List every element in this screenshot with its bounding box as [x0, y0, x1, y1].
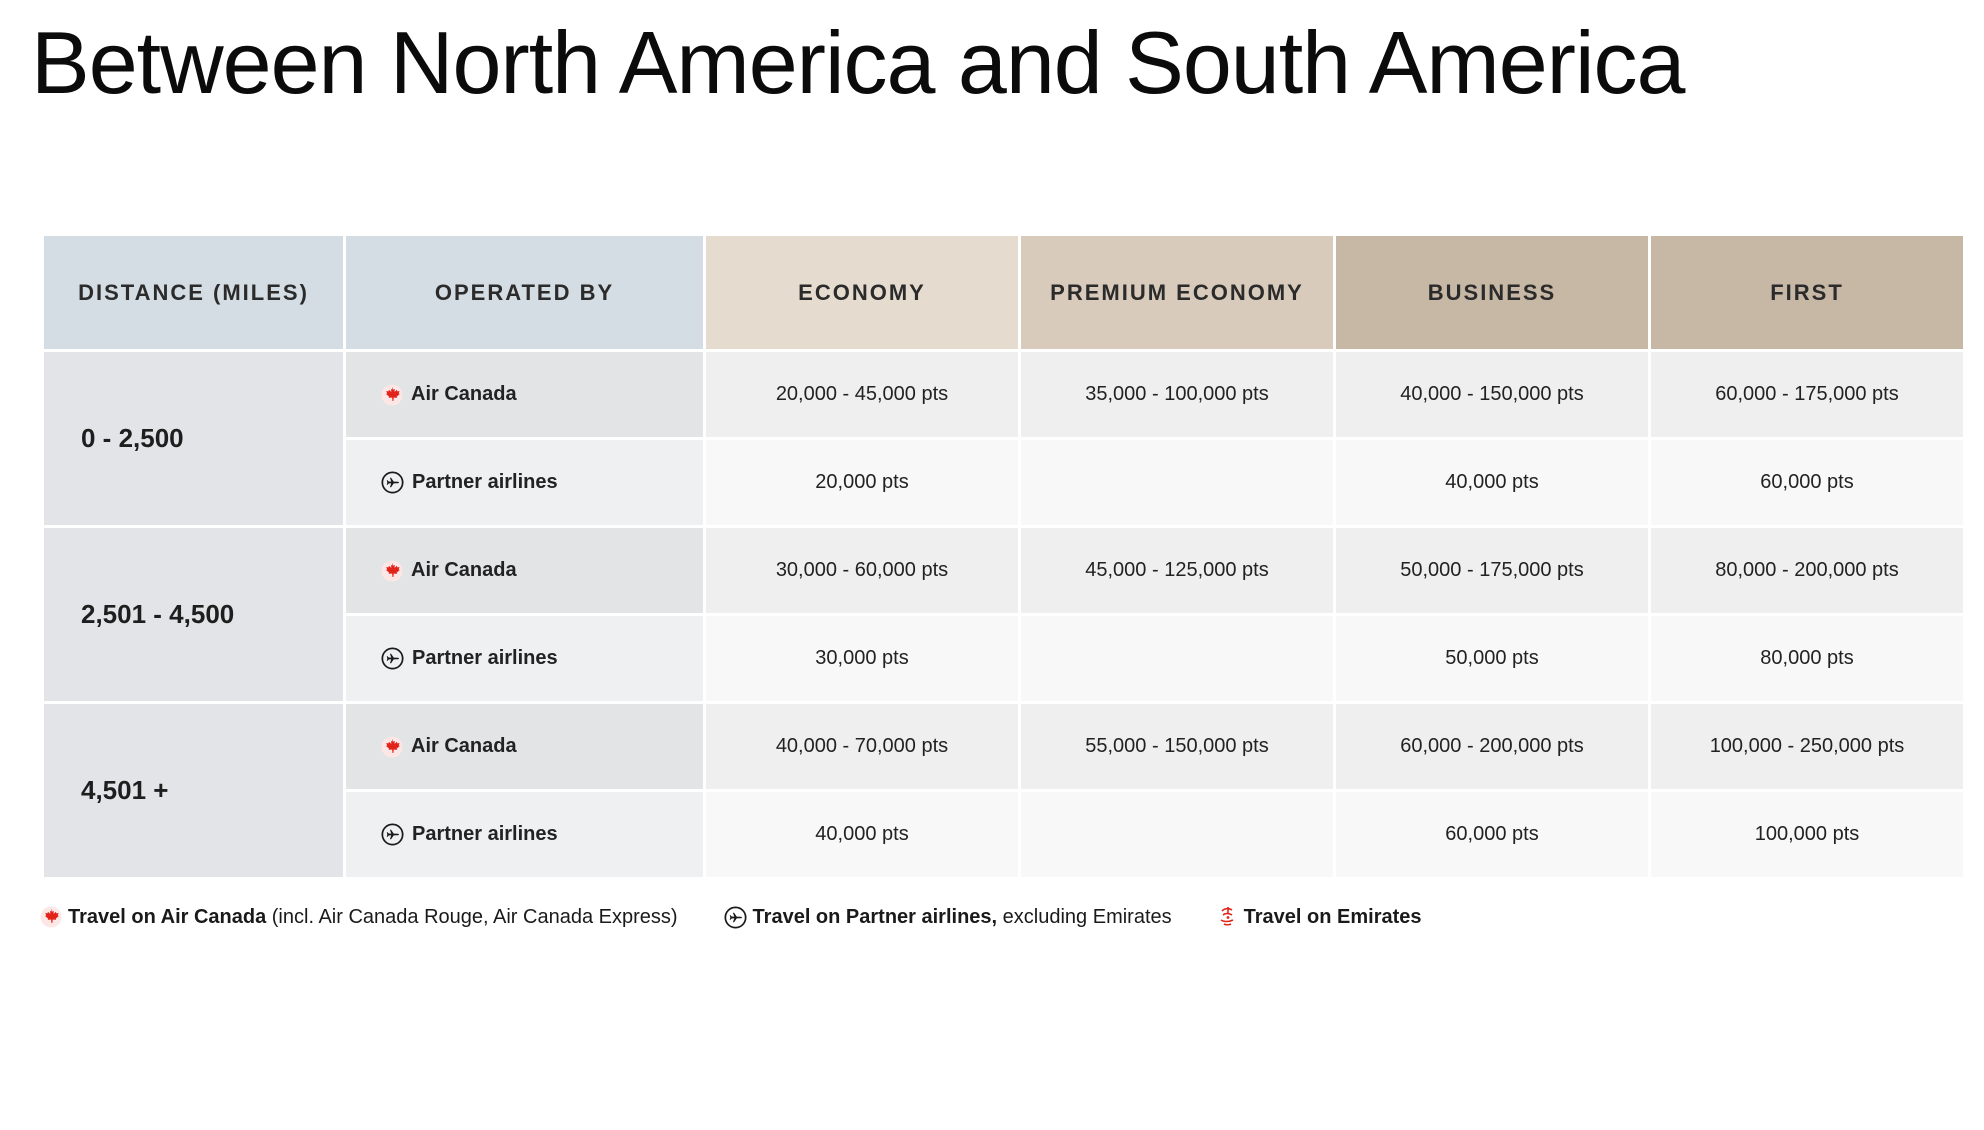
operator-air-canada [346, 352, 703, 437]
premium-economy-price [1021, 792, 1333, 877]
premium-economy-price [1021, 616, 1333, 701]
economy-price: 20,000 pts [706, 440, 1018, 525]
header-business: BUSINESS [1336, 236, 1648, 349]
economy-price: 30,000 - 60,000 pts [706, 528, 1018, 613]
business-price: 40,000 pts [1336, 440, 1648, 525]
first-price: 60,000 pts [1651, 440, 1963, 525]
business-price: 50,000 - 175,000 pts [1336, 528, 1648, 613]
business-price: 60,000 - 200,000 pts [1336, 704, 1648, 789]
legend-air-canada [40, 906, 678, 929]
premium-economy-price: 35,000 - 100,000 pts [1021, 352, 1333, 437]
first-price: 80,000 - 200,000 pts [1651, 528, 1963, 613]
header-distance: DISTANCE (MILES) [44, 236, 343, 349]
operator-partner-airlines [346, 440, 703, 525]
legend-partner-note: excluding Emirates [997, 905, 1172, 928]
legend-partner-bold: Travel on Partner airlines, [752, 905, 998, 928]
header-economy: ECONOMY [706, 236, 1018, 349]
legend-partner [724, 906, 1172, 929]
operator-label: Air Canada [411, 559, 517, 581]
economy-price: 30,000 pts [706, 616, 1018, 701]
legend-emirates-bold: Travel on Emirates [1243, 905, 1422, 928]
legend-emirates [1218, 905, 1422, 929]
maple-leaf-icon [40, 906, 62, 928]
maple-leaf-icon [381, 560, 403, 582]
header-operated-by: OPERATED BY [346, 236, 703, 349]
premium-economy-price: 55,000 - 150,000 pts [1021, 704, 1333, 789]
economy-price: 40,000 pts [706, 792, 1018, 877]
first-price: 100,000 pts [1651, 792, 1963, 877]
operator-partner-airlines [346, 616, 703, 701]
operator-label: Partner airlines [412, 647, 558, 669]
business-price: 60,000 pts [1336, 792, 1648, 877]
plane-circle-icon [381, 823, 404, 846]
header-first: FIRST [1651, 236, 1963, 349]
operator-air-canada [346, 528, 703, 613]
premium-economy-price: 45,000 - 125,000 pts [1021, 528, 1333, 613]
operator-label: Partner airlines [412, 823, 558, 845]
operator-label: Air Canada [411, 383, 517, 405]
maple-leaf-icon [381, 384, 403, 406]
plane-circle-icon [381, 471, 404, 494]
business-price: 50,000 pts [1336, 616, 1648, 701]
distance-band-cell: 0 - 2,500 [44, 352, 343, 525]
distance-band-cell: 2,501 - 4,500 [44, 528, 343, 701]
operator-air-canada [346, 704, 703, 789]
plane-circle-icon [724, 906, 747, 929]
business-price: 40,000 - 150,000 pts [1336, 352, 1648, 437]
maple-leaf-icon [381, 736, 403, 758]
plane-circle-icon [381, 647, 404, 670]
legend-air-canada-note: (incl. Air Canada Rouge, Air Canada Express) [266, 905, 678, 928]
page-title: Between North America and South America [31, 13, 1685, 112]
premium-economy-price [1021, 440, 1333, 525]
header-premium-economy: PREMIUM ECONOMY [1021, 236, 1333, 349]
distance-band-cell: 4,501 + [44, 704, 343, 877]
award-chart-table [44, 236, 1963, 877]
economy-price: 20,000 - 45,000 pts [706, 352, 1018, 437]
economy-price: 40,000 - 70,000 pts [706, 704, 1018, 789]
first-price: 80,000 pts [1651, 616, 1963, 701]
first-price: 100,000 - 250,000 pts [1651, 704, 1963, 789]
first-price: 60,000 - 175,000 pts [1651, 352, 1963, 437]
legend-air-canada-bold: Travel on Air Canada [68, 905, 267, 928]
emirates-icon [1218, 905, 1238, 929]
legend [40, 902, 1422, 932]
operator-label: Air Canada [411, 735, 517, 757]
operator-partner-airlines [346, 792, 703, 877]
operator-label: Partner airlines [412, 471, 558, 493]
